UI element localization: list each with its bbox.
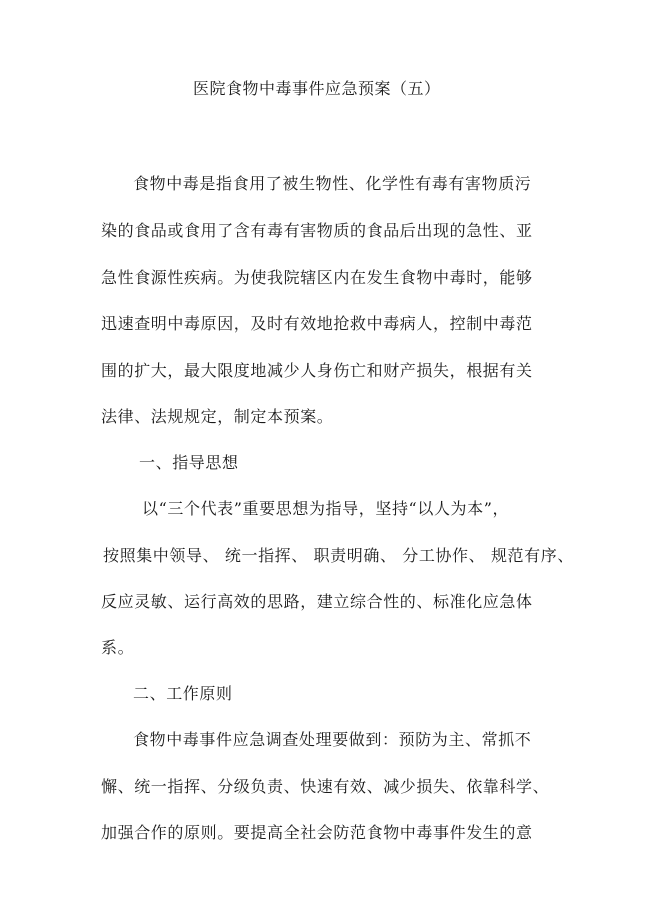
paragraph-line: 围的扩大，最大限度地减少人身伤亡和财产损失，根据有关 (101, 361, 533, 380)
paragraph-line: 以“三个代表”重要思想为指导，坚持“以人为本”， (142, 499, 510, 518)
paragraph-line: 系。 (101, 638, 135, 657)
paragraph-line: 按照集中领导、 统一指挥、 职责明确、 分工协作、 规范有序、 (103, 546, 574, 565)
paragraph-line: 食物中毒是指食用了被生物性、化学性有毒有害物质污 (133, 174, 532, 193)
paragraph-line: 懈、统一指挥、分级负责、快速有效、减少损失、依靠科学、 (101, 777, 550, 796)
document-title: 医院食物中毒事件应急预案（五） (193, 79, 441, 98)
paragraph-line: 反应灵敏、运行高效的思路，建立综合性的、标准化应急体 (101, 592, 533, 611)
paragraph-line: 法律、法规规定，制定本预案。 (101, 407, 334, 426)
paragraph-line: 加强合作的原则。要提高全社会防范食物中毒事件发生的意 (101, 823, 533, 842)
paragraph-line: 食物中毒事件应急调查处理要做到：预防为主、常抓不 (133, 730, 532, 749)
paragraph-line: 急性食源性疾病。为使我院辖区内在发生食物中毒时，能够 (101, 268, 533, 287)
section-heading: 二、工作原则 (133, 684, 233, 703)
paragraph-line: 迅速查明中毒原因，及时有效地抢救中毒病人，控制中毒范 (101, 314, 533, 333)
paragraph-line: 染的食品或食用了含有毒有害物质的食品后出现的急性、亚 (101, 221, 533, 240)
section-heading: 一、指导思想 (139, 453, 239, 472)
